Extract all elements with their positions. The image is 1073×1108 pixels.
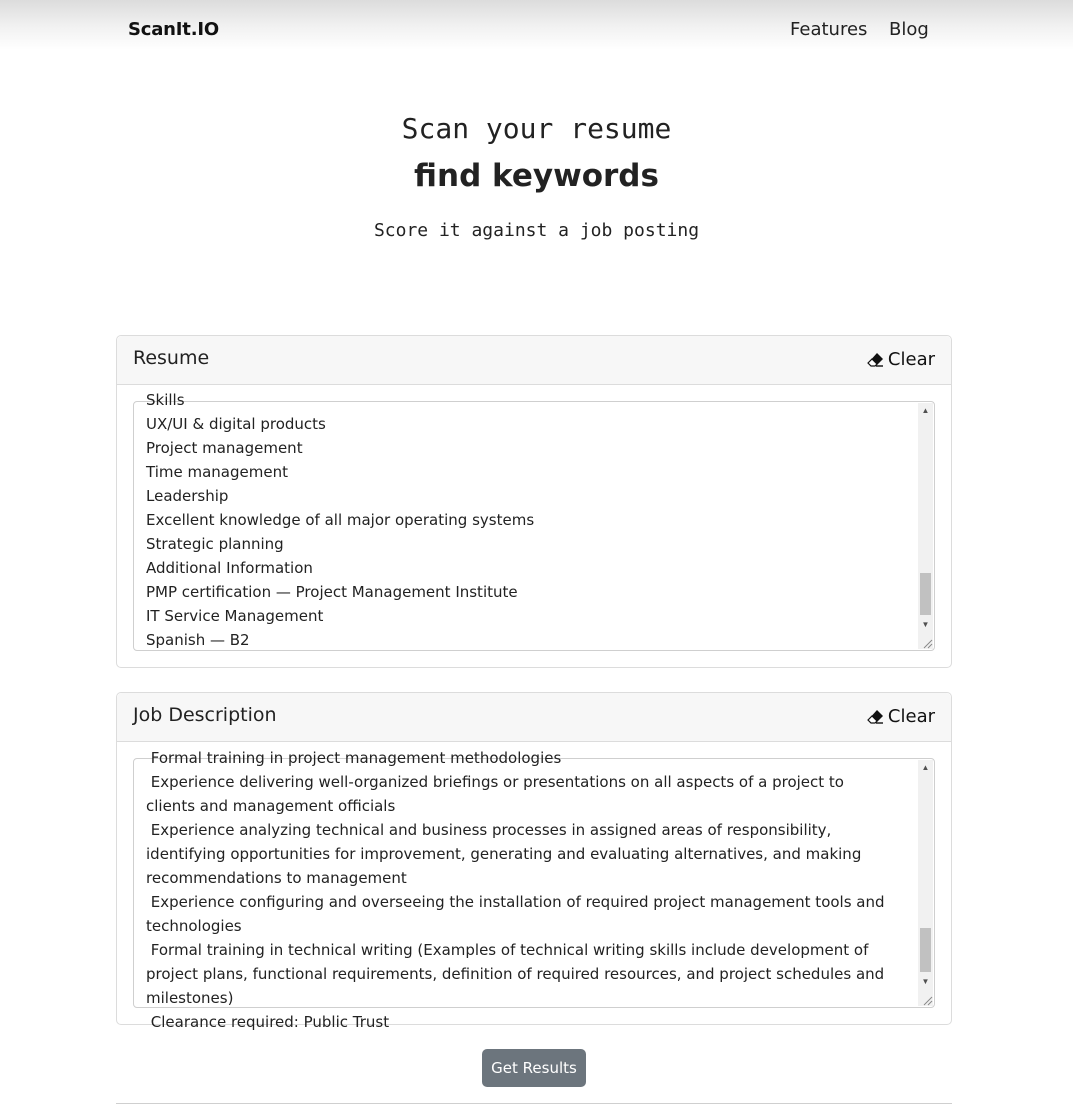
- eraser-icon: [867, 352, 884, 367]
- hero-headline: Scan your resume: [401, 112, 672, 145]
- nav-link-features[interactable]: Features: [790, 19, 868, 40]
- resume-clear-button[interactable]: [867, 349, 935, 370]
- job-text: [146, 746, 888, 1034]
- nav-link-blog[interactable]: Blog: [889, 19, 929, 40]
- job-line: Formal training in project management methodologies: [146, 749, 562, 767]
- scroll-up-icon[interactable]: ▲: [921, 763, 930, 772]
- resume-card: [116, 335, 952, 668]
- job-description-textarea[interactable]: [133, 749, 935, 1031]
- resume-line: Strategic planning: [146, 535, 284, 553]
- job-scroll-thumb[interactable]: [920, 928, 931, 972]
- resume-line: UX/UI & digital products: [146, 415, 326, 433]
- resume-line: Skills: [146, 391, 185, 409]
- resume-textarea[interactable]: [133, 391, 935, 651]
- hero-tagline: Score it against a job posting: [373, 220, 700, 241]
- hero-subheadline: find keywords: [414, 158, 659, 194]
- job-card-header: [117, 693, 951, 742]
- resume-scrollbar[interactable]: [918, 403, 933, 649]
- job-line: Formal training in technical writing (Examples of technical writing skills include development of project plans, functional requirements, definition of required resources, and project schedules and milestones): [146, 941, 889, 1007]
- job-line: Experience analyzing technical and business processes in assigned areas of responsibility, identifying opportunities for improvement, generating and evaluating alternatives, and making recommendations to management: [146, 821, 867, 887]
- divider: [116, 1103, 952, 1104]
- resume-line: Leadership: [146, 487, 229, 505]
- job-card-title: Job Description: [133, 704, 277, 726]
- get-results-button[interactable]: Get Results: [482, 1049, 586, 1087]
- scroll-down-icon[interactable]: ▼: [921, 620, 930, 629]
- resume-line: IT Service Management: [146, 607, 324, 625]
- resume-card-title: Resume: [133, 347, 210, 369]
- resume-clear-label: Clear: [887, 349, 935, 370]
- job-scrollbar[interactable]: [918, 760, 933, 1006]
- resume-line: Time management: [146, 463, 288, 481]
- resume-line: PMP certification — Project Management Institute: [146, 583, 518, 601]
- resume-scroll-thumb[interactable]: [920, 573, 931, 615]
- eraser-icon: [867, 709, 884, 724]
- resume-line: Spanish — B2: [146, 631, 250, 649]
- job-clear-label: Clear: [887, 706, 935, 727]
- resume-line: Excellent knowledge of all major operating systems: [146, 511, 535, 529]
- resume-line: Project management: [146, 439, 303, 457]
- resume-card-header: [117, 336, 951, 385]
- resize-grip-icon[interactable]: [921, 637, 933, 649]
- resume-line: Additional Information: [146, 559, 313, 577]
- scroll-up-icon[interactable]: ▲: [921, 406, 930, 415]
- job-line: Experience delivering well-organized briefings or presentations on all aspects of a project to clients and management officials: [146, 773, 849, 815]
- resume-text: [146, 388, 914, 652]
- job-clear-button[interactable]: [867, 706, 935, 727]
- brand-logo[interactable]: ScanIt.IO: [128, 19, 219, 40]
- navbar: [0, 0, 1073, 50]
- job-line: Experience configuring and overseeing the installation of required project management tools and technologies: [146, 893, 890, 935]
- job-line: Clearance required: Public Trust: [146, 1013, 390, 1031]
- resize-grip-icon[interactable]: [921, 994, 933, 1006]
- scroll-down-icon[interactable]: ▼: [921, 977, 930, 986]
- job-description-card: [116, 692, 952, 1031]
